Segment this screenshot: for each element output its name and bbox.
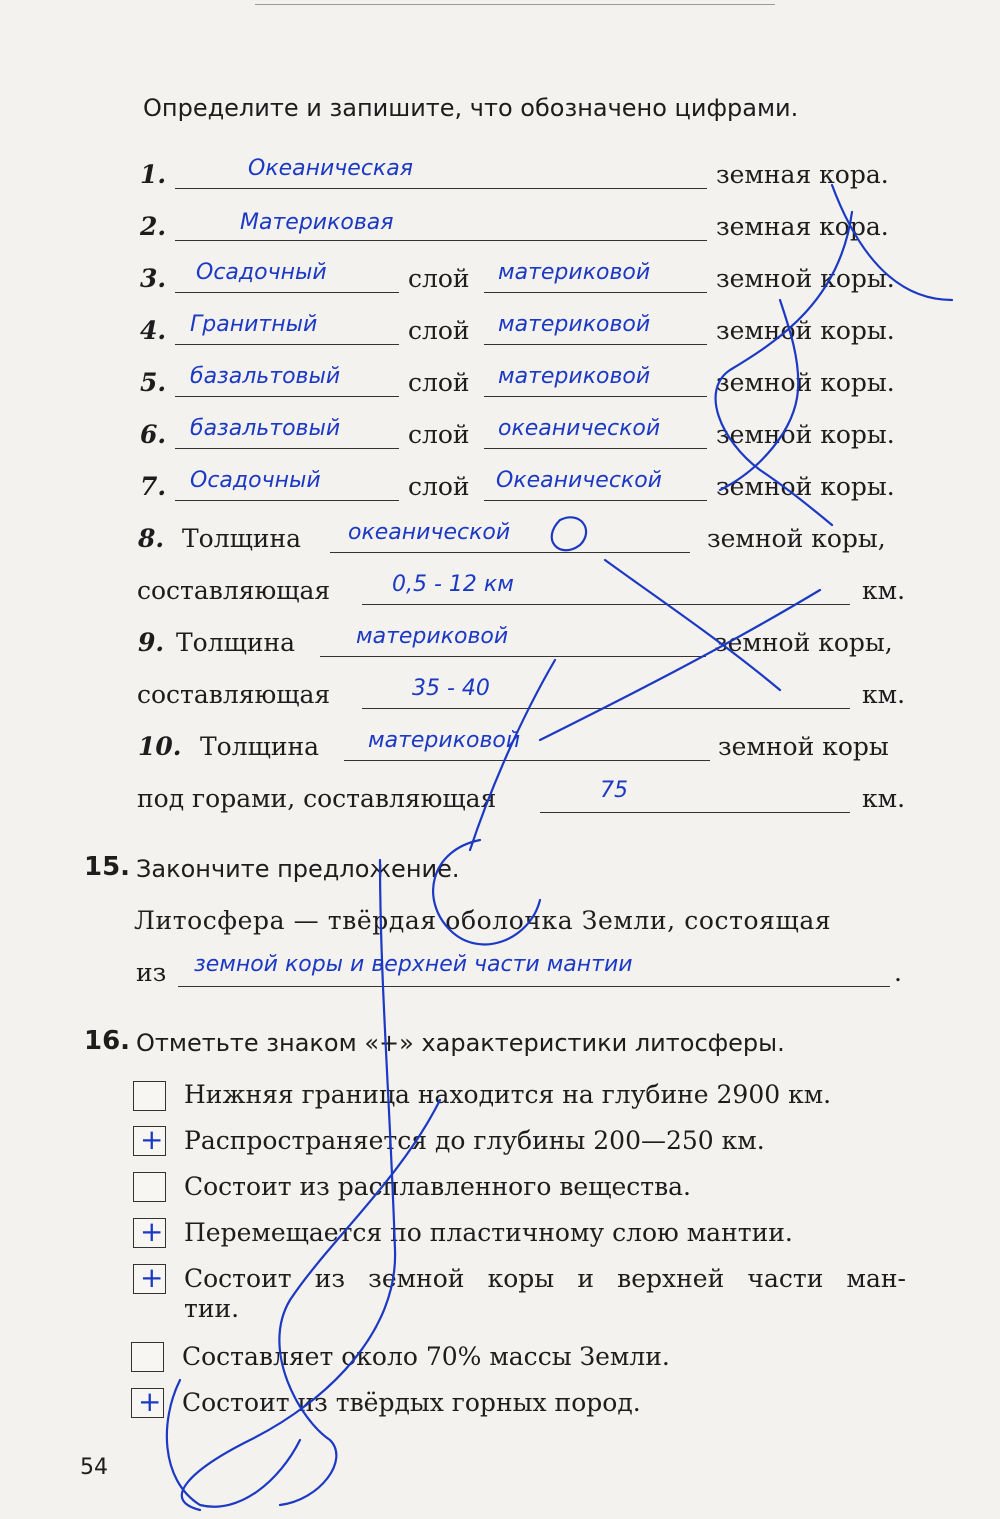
item-number: 2. [140, 212, 167, 241]
item-2 [0, 212, 1000, 252]
handwritten-answer: материковой [498, 364, 651, 389]
item-6 [0, 416, 1000, 460]
handwritten-answer: Гранитный [190, 312, 318, 337]
item-8 [0, 520, 1000, 564]
item-5 [0, 364, 1000, 408]
option-text-continued: тии. [184, 1294, 240, 1323]
answer-line [175, 500, 399, 501]
checkbox[interactable] [133, 1123, 166, 1156]
answer-end: . [894, 958, 902, 987]
item-mid: слой [408, 264, 470, 293]
top-edge-line [255, 4, 775, 5]
handwritten-answer: Материковая [240, 210, 394, 235]
checkbox[interactable] [131, 1385, 164, 1418]
item-mid: слой [408, 420, 470, 449]
item-number: 3. [140, 264, 167, 293]
answer-line [540, 812, 850, 813]
answer-line [344, 760, 710, 761]
item-8-line2 [0, 572, 1000, 616]
check-mark: + [140, 1215, 164, 1248]
answer-line [484, 292, 707, 293]
checkbox[interactable] [133, 1215, 166, 1248]
item-label: составляющая [137, 576, 331, 605]
item-10 [0, 728, 1000, 772]
answer-line [175, 292, 399, 293]
answer-prefix: из [136, 958, 167, 987]
handwritten-answer: материковой [368, 728, 521, 753]
handwritten-answer: Осадочный [190, 468, 321, 493]
item-number: 4. [140, 316, 167, 345]
answer-line [484, 448, 707, 449]
handwritten-answer: базальтовый [190, 416, 341, 441]
handwritten-answer: 75 [600, 778, 628, 803]
question-15-number: 15. [84, 852, 131, 882]
option-text: Состоит из земной коры и верхней части ман- [184, 1264, 906, 1293]
item-4 [0, 312, 1000, 356]
answer-line [175, 396, 399, 397]
checkbox[interactable] [133, 1081, 166, 1111]
item-suffix: земной коры. [716, 316, 895, 345]
answer-line [175, 344, 399, 345]
item-label: Толщина [200, 732, 320, 761]
item-7 [0, 468, 1000, 512]
item-suffix: земной коры. [716, 264, 895, 293]
item-number: 5. [140, 368, 167, 397]
handwritten-answer: Осадочный [196, 260, 327, 285]
handwritten-answer: океанической [498, 416, 661, 441]
item-9 [0, 624, 1000, 668]
item-3 [0, 260, 1000, 304]
question-16-number: 16. [84, 1026, 131, 1056]
scribble-stroke [279, 1100, 440, 1505]
handwritten-answer: материковой [356, 624, 509, 649]
checkbox[interactable] [133, 1172, 166, 1202]
answer-line [175, 240, 707, 241]
item-10-line2 [0, 778, 1000, 824]
item-label: Толщина [176, 628, 296, 657]
question-15-title: Закончите предложение. [136, 855, 460, 883]
check-mark: + [140, 1123, 164, 1156]
answer-line [320, 656, 706, 657]
item-number: 6. [140, 420, 167, 449]
check-mark: + [140, 1261, 164, 1294]
item-1 [0, 156, 1000, 200]
check-mark: + [138, 1385, 162, 1418]
item-number: 10. [138, 732, 182, 761]
handwritten-answer: материковой [498, 260, 651, 285]
item-suffix: земной коры, [714, 628, 893, 657]
item-suffix: земной коры. [716, 420, 895, 449]
item-number: 1. [140, 160, 167, 189]
item-mid: слой [408, 472, 470, 501]
checkbox[interactable] [131, 1342, 164, 1372]
answer-line [484, 396, 707, 397]
item-label: под горами, составляющая [137, 784, 497, 813]
item-unit: км. [862, 784, 906, 813]
item-unit: км. [862, 576, 906, 605]
answer-line [175, 448, 399, 449]
answer-line [362, 604, 850, 605]
checkbox[interactable] [133, 1261, 166, 1294]
handwritten-answer: океанической [348, 520, 511, 545]
option-text: Перемещается по пластичному слою мантии. [184, 1218, 793, 1247]
item-unit: км. [862, 680, 906, 709]
item-suffix: земной коры, [707, 524, 886, 553]
handwritten-answer: материковой [498, 312, 651, 337]
item-number: 7. [140, 472, 167, 501]
item-suffix: земной коры. [716, 368, 895, 397]
handwritten-answer: 35 - 40 [412, 676, 490, 701]
option-text: Составляет около 70% массы Земли. [182, 1342, 670, 1371]
item-label: составляющая [137, 680, 331, 709]
item-number: 9. [138, 628, 165, 657]
answer-line [330, 552, 690, 553]
question-15-answer-row [0, 952, 1000, 998]
handwritten-answer: Океанической [496, 468, 662, 493]
item-label: Толщина [182, 524, 302, 553]
page-number: 54 [80, 1455, 108, 1480]
answer-line [484, 344, 707, 345]
item-9-line2 [0, 676, 1000, 720]
handwritten-answer: земной коры и верхней части мантии [194, 952, 633, 977]
question-16-title: Отметьте знаком «+» характеристики литосферы. [136, 1029, 785, 1057]
item-suffix: земная кора. [716, 160, 889, 189]
handwritten-answer: базальтовый [190, 364, 341, 389]
item-mid: слой [408, 368, 470, 397]
item-number: 8. [138, 524, 165, 553]
item-suffix: земной коры. [716, 472, 895, 501]
intro-text: Определите и запишите, что обозначено цифрами. [143, 94, 799, 122]
item-suffix: земной коры [718, 732, 889, 761]
question-15-text: Литосфера — твёрдая оболочка Земли, состоящая [134, 906, 832, 935]
answer-line [178, 986, 890, 987]
option-text: Нижняя граница находится на глубине 2900 км. [184, 1080, 832, 1109]
item-mid: слой [408, 316, 470, 345]
item-suffix: земная кора. [716, 212, 889, 241]
answer-line [175, 188, 707, 189]
handwritten-answer: Океаническая [248, 156, 413, 181]
option-text: Распространяется до глубины 200—250 км. [184, 1126, 765, 1155]
option-text: Состоит из расплавленного вещества. [184, 1172, 691, 1201]
answer-line [484, 500, 707, 501]
answer-line [362, 708, 850, 709]
option-text: Состоит из твёрдых горных пород. [182, 1388, 641, 1417]
handwritten-answer: 0,5 - 12 км [392, 572, 514, 597]
